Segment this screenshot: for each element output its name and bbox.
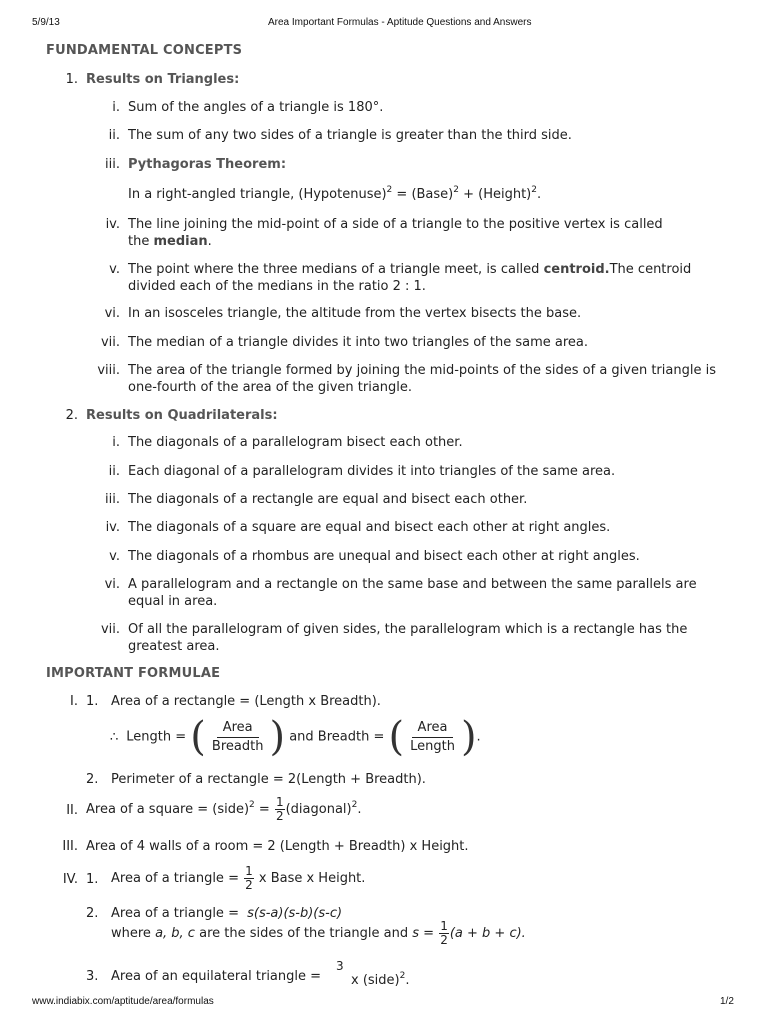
- room-walls-formula: Area of 4 walls of a room = 2 (Length + Breadth) x Height.: [86, 839, 469, 854]
- print-date: 5/9/13: [32, 17, 60, 28]
- list-number: vi.: [104, 306, 120, 321]
- numerator: 1: [440, 919, 448, 933]
- triangles-section-title: Results on Triangles:: [86, 72, 240, 87]
- equilateral-side-term: [351, 972, 409, 989]
- superscript: 2: [453, 185, 459, 195]
- list-item: The median of a triangle divides it into two triangles of the same area.: [128, 335, 589, 350]
- paren-right: ): [460, 714, 477, 760]
- list-item: The diagonals of a square are equal and bisect each other at right angles.: [128, 520, 611, 535]
- heron-expression: s(s-a)(s-b)(s-c): [247, 906, 343, 921]
- numerator: 1: [275, 795, 284, 809]
- page-number: 1/2: [720, 996, 734, 1007]
- list-number: viii.: [97, 363, 120, 378]
- denominator: 2: [245, 878, 253, 892]
- list-item: The diagonals of a rectangle are equal and bisect each other.: [128, 492, 528, 507]
- text: .: [207, 234, 212, 249]
- important-formulae-heading: IMPORTANT FORMULAE: [46, 666, 221, 681]
- superscript: 2: [249, 800, 255, 810]
- quadrilaterals-section-title: Results on Quadrilaterals:: [86, 408, 278, 423]
- text: The point where the three medians of a triangle meet, is called: [128, 262, 544, 277]
- formula-text: .: [537, 187, 542, 202]
- rectangle-area-formula: Area of a rectangle = (Length x Breadth).: [111, 694, 381, 709]
- denominator: Length: [410, 738, 455, 754]
- quadrilaterals-section-number: 2.: [65, 408, 78, 423]
- list-number: iv.: [105, 520, 120, 535]
- formula-text: .: [476, 729, 481, 745]
- numerator: Area: [412, 719, 454, 738]
- triangle-area-formula: [111, 865, 365, 893]
- formula-text: =: [254, 802, 274, 817]
- numerator: 1: [245, 864, 253, 878]
- formula-group-number: I.: [70, 694, 78, 709]
- list-item: Sum of the angles of a triangle is 180°.: [128, 100, 384, 115]
- fraction: [275, 796, 285, 823]
- therefore-symbol: ∴: [110, 729, 119, 745]
- list-item-continuation: one-fourth of the area of the given triangle.: [128, 380, 413, 395]
- list-number: iii.: [105, 157, 120, 172]
- semi-perimeter: (a + b + c).: [449, 926, 526, 941]
- text: The centroid: [609, 262, 692, 277]
- list-item-continuation: greatest area.: [128, 639, 220, 654]
- page-url: www.indiabix.com/aptitude/area/formulas: [32, 996, 214, 1007]
- fraction: [206, 719, 270, 756]
- pythagoras-title: Pythagoras Theorem:: [128, 157, 287, 172]
- formula-text: where: [111, 926, 156, 941]
- formula-text: =: [419, 926, 439, 941]
- formula-number: 2.: [86, 906, 99, 921]
- list-number: ii.: [108, 464, 120, 479]
- formula-text: Area of a triangle =: [111, 871, 244, 886]
- denominator: 2: [275, 809, 284, 823]
- formula-group-number: IV.: [62, 872, 78, 887]
- list-number: vii.: [100, 622, 120, 637]
- formula-text: = (Base): [392, 187, 454, 202]
- list-item: The area of the triangle formed by joining the mid-points of the sides of a given triangle is: [128, 363, 716, 378]
- formula-number: 3.: [86, 969, 99, 984]
- list-item: The line joining the mid-point of a side of a triangle to the positive vertex is called: [128, 217, 663, 232]
- list-item: In an isosceles triangle, the altitude from the vertex bisects the base.: [128, 306, 582, 321]
- list-number: ii.: [108, 128, 120, 143]
- fraction: [244, 865, 254, 892]
- superscript: 2: [351, 800, 358, 810]
- denominator: Breadth: [211, 738, 264, 754]
- formula-group-number: III.: [62, 839, 78, 854]
- triangles-section-number: 1.: [65, 72, 78, 87]
- list-item: Each diagonal of a parallelogram divides it into triangles of the same area.: [128, 464, 616, 479]
- centroid-term: centroid.: [543, 262, 610, 277]
- list-item: The diagonals of a rhombus are unequal and bisect each other at right angles.: [128, 549, 640, 564]
- formula-number: 2.: [86, 772, 99, 787]
- formula-text: x (side): [351, 973, 400, 988]
- text: the: [128, 234, 154, 249]
- paren-right: ): [269, 714, 286, 760]
- list-item: A parallelogram and a rectangle on the same base and between the same parallels are: [128, 577, 697, 592]
- length-breadth-derivation: [110, 714, 481, 761]
- formula-text: and Breadth =: [289, 729, 385, 745]
- list-number: vii.: [100, 335, 120, 350]
- list-number: v.: [109, 262, 120, 277]
- list-item: The diagonals of a parallelogram bisect each other.: [128, 435, 463, 450]
- formula-text: + (Height): [458, 187, 532, 202]
- formula-text: In a right-angled triangle, (Hypotenuse): [128, 187, 387, 202]
- superscript: 2: [386, 185, 393, 195]
- list-number: i.: [112, 435, 120, 450]
- list-number: v.: [109, 549, 120, 564]
- list-item: Of all the parallelogram of given sides, the parallelogram which is a rectangle has the: [128, 622, 688, 637]
- formula-number: 1.: [86, 872, 99, 887]
- formula-text: Area of a square = (side): [86, 802, 250, 817]
- list-item-continuation: equal in area.: [128, 594, 218, 609]
- variable-s: s: [412, 926, 420, 941]
- formula-text: Area of a triangle =: [111, 906, 244, 921]
- list-number: iii.: [105, 492, 120, 507]
- list-number: iv.: [105, 217, 120, 232]
- heron-where-clause: [111, 920, 526, 948]
- fundamental-concepts-heading: FUNDAMENTAL CONCEPTS: [46, 43, 243, 58]
- median-term: median: [153, 234, 208, 249]
- formula-text: .: [357, 802, 362, 817]
- formula-text: x Base x Height.: [254, 871, 366, 886]
- paren-left: (: [388, 714, 405, 760]
- list-item-continuation: [128, 233, 212, 250]
- list-number: vi.: [104, 577, 120, 592]
- formula-text: (diagonal): [285, 802, 352, 817]
- list-item: [128, 261, 691, 278]
- formula-text: .: [405, 973, 410, 988]
- equilateral-numerator: 3: [336, 959, 344, 973]
- denominator: 2: [440, 933, 448, 947]
- superscript: 2: [399, 971, 406, 981]
- variables: a, b, c: [155, 926, 195, 941]
- superscript: 2: [531, 185, 537, 195]
- pythagoras-formula: [128, 186, 541, 203]
- square-area-formula: [86, 796, 361, 824]
- numerator: Area: [217, 719, 259, 738]
- fraction: [404, 719, 461, 756]
- formula-text: are the sides of the triangle and: [194, 926, 413, 941]
- equilateral-triangle-formula: Area of an equilateral triangle =: [111, 969, 322, 984]
- formula-text: Length =: [126, 729, 187, 745]
- formula-number: 1.: [86, 694, 99, 709]
- paren-left: (: [190, 714, 206, 760]
- fraction: [439, 920, 449, 947]
- page-title: Area Important Formulas - Aptitude Questions and Answers: [268, 17, 532, 28]
- list-item: The sum of any two sides of a triangle is greater than the third side.: [128, 128, 572, 143]
- list-item-continuation: divided each of the medians in the ratio 2 : 1.: [128, 279, 426, 294]
- formula-group-number: II.: [66, 803, 78, 818]
- rectangle-perimeter-formula: Perimeter of a rectangle = 2(Length + Breadth).: [111, 772, 426, 787]
- list-number: i.: [112, 100, 120, 115]
